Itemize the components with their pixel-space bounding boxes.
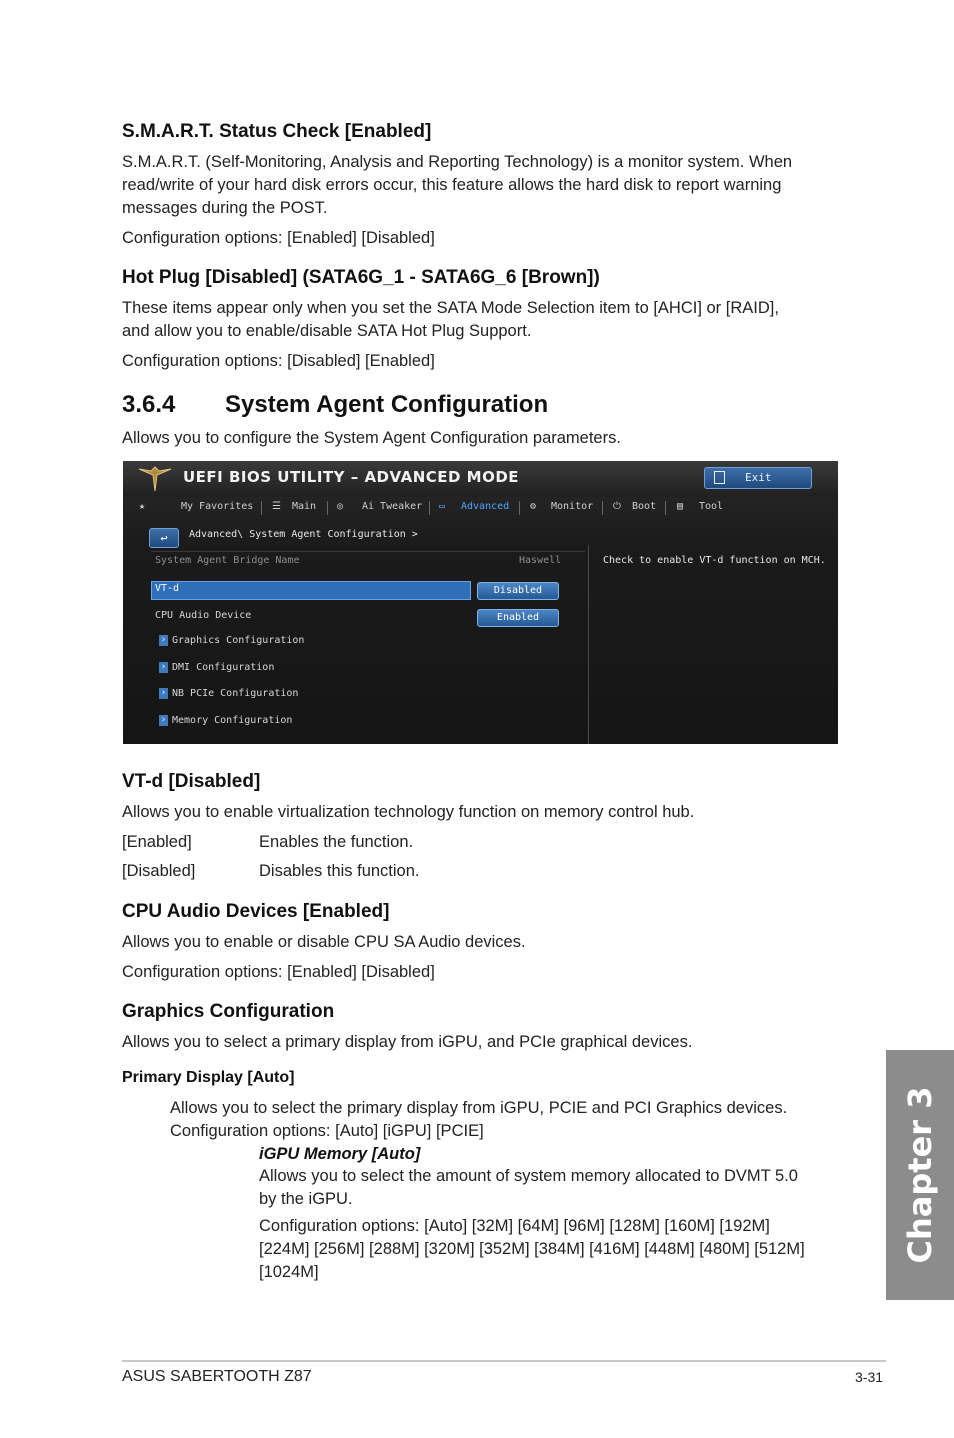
vtd-row-highlight[interactable] [151, 581, 471, 600]
submenu-graphics-configuration[interactable]: Graphics Configuration [172, 635, 305, 646]
vtd-option-disabled-desc: Disables this function. [259, 862, 420, 880]
chapter-tab [886, 1050, 954, 1300]
vtd-body: Allows you to enable virtualization technology function on memory control hub. [122, 803, 695, 821]
primary-display-body-line-2: Configuration options: [Auto] [iGPU] [PCIE] [170, 1122, 484, 1140]
bios-title: UEFI BIOS UTILITY – ADVANCED MODE [183, 468, 520, 486]
smart-options: Configuration options: [Enabled] [Disabled] [122, 229, 435, 247]
cpu-audio-heading: CPU Audio Devices [Enabled] [122, 901, 390, 922]
vtd-heading: VT-d [Disabled] [122, 771, 261, 792]
nav-tweaker-icon: ◎ [337, 501, 344, 512]
primary-display-heading: Primary Display [Auto] [122, 1069, 295, 1086]
tuf-logo-icon [137, 465, 173, 493]
vtd-option-enabled-key: [Enabled] [122, 833, 192, 851]
exit-button[interactable] [704, 467, 812, 489]
back-button[interactable]: ↩ [149, 528, 179, 548]
nav-monitor-icon: ⚙ [530, 501, 537, 512]
bridge-name-value: Haswell [519, 555, 562, 566]
exit-label: Exit [745, 471, 772, 484]
nav-tool-icon: ▤ [677, 501, 684, 512]
section-number: 3.6.4 [122, 391, 176, 418]
bridge-name-label: System Agent Bridge Name [155, 555, 300, 566]
bios-breadcrumb: Advanced\ System Agent Configuration > [189, 529, 418, 540]
nav-tab-advanced[interactable]: Advanced [461, 501, 510, 512]
exit-icon [714, 471, 725, 484]
graphics-heading: Graphics Configuration [122, 1001, 335, 1022]
nav-tab-tool[interactable]: Tool [699, 501, 724, 512]
igpu-memory-body-line-1: Allows you to select the amount of system memory allocated to DVMT 5.0 [259, 1167, 798, 1185]
cpu-audio-body: Allows you to enable or disable CPU SA Audio devices. [122, 933, 526, 951]
nav-separator [261, 501, 262, 515]
nav-advanced-icon: ▭ [439, 501, 446, 512]
chapter-tab-label: Chapter 3 [901, 1086, 939, 1264]
footer-divider [122, 1360, 886, 1362]
primary-display-body-line-1: Allows you to select the primary display from iGPU, PCIE and PCI Graphics devices. [170, 1099, 788, 1117]
smart-body-line-3: messages during the POST. [122, 199, 328, 217]
section-intro: Allows you to configure the System Agent Configuration parameters. [122, 429, 621, 447]
nav-favorites-icon: ★ [139, 501, 146, 512]
chevron-right-icon: › [160, 662, 167, 672]
igpu-memory-body-line-2: by the iGPU. [259, 1190, 353, 1208]
hotplug-body-line-2: and allow you to enable/disable SATA Hot Plug Support. [122, 322, 532, 340]
igpu-memory-options-line-1: Configuration options: [Auto] [32M] [64M] [96M] [128M] [160M] [192M] [259, 1217, 770, 1235]
submenu-memory-configuration[interactable]: Memory Configuration [172, 715, 293, 726]
graphics-body: Allows you to select a primary display from iGPU, and PCIe graphical devices. [122, 1033, 693, 1051]
nav-tab-ai-tweaker[interactable]: Ai Tweaker [362, 501, 423, 512]
hotplug-options: Configuration options: [Disabled] [Enabled] [122, 352, 435, 370]
vtd-option-enabled-desc: Enables the function. [259, 833, 414, 851]
vtd-option-disabled-key: [Disabled] [122, 862, 196, 880]
chevron-right-icon: › [160, 635, 167, 645]
smart-body-line-1: S.M.A.R.T. (Self-Monitoring, Analysis and Reporting Technology) is a monitor system. When [122, 153, 793, 171]
section-title: System Agent Configuration [225, 391, 549, 418]
igpu-memory-options-line-3: [1024M] [259, 1263, 319, 1281]
row-divider [151, 551, 585, 552]
chevron-right-icon: › [160, 715, 167, 725]
chevron-right-icon: › [160, 688, 167, 698]
nav-main-icon: ☰ [272, 501, 281, 512]
igpu-memory-options-line-2: [224M] [256M] [288M] [320M] [352M] [384M] [416M] [448M] [480M] [512M] [259, 1240, 805, 1258]
footer-page-number: 3-31 [855, 1369, 884, 1385]
vtd-value-button[interactable]: Disabled [477, 582, 559, 600]
nav-separator [519, 501, 520, 515]
submenu-dmi-configuration[interactable]: DMI Configuration [172, 662, 275, 673]
nav-separator [665, 501, 666, 515]
cpu-audio-options: Configuration options: [Enabled] [Disabled] [122, 963, 435, 981]
nav-separator [602, 501, 603, 515]
nav-tab-main[interactable]: Main [292, 501, 317, 512]
nav-separator [429, 501, 430, 515]
nav-separator [327, 501, 328, 515]
igpu-memory-heading: iGPU Memory [Auto] [259, 1145, 421, 1163]
cpu-audio-label: CPU Audio Device [155, 610, 252, 621]
nav-tab-boot[interactable]: Boot [632, 501, 657, 512]
nav-boot-icon: ⏻ [613, 501, 621, 512]
cpu-audio-value-button[interactable]: Enabled [477, 609, 559, 627]
hotplug-heading: Hot Plug [Disabled] (SATA6G_1 - SATA6G_6 [Brown]) [122, 267, 600, 288]
help-divider [588, 545, 589, 744]
footer-product-name: ASUS SABERTOOTH Z87 [122, 1368, 312, 1385]
submenu-nb-pcie-configuration[interactable]: NB PCIe Configuration [172, 688, 299, 699]
vtd-label: VT-d [155, 583, 180, 594]
hotplug-body-line-1: These items appear only when you set the SATA Mode Selection item to [AHCI] or [RAID], [122, 299, 779, 317]
nav-tab-my-favorites[interactable]: My Favorites [181, 501, 254, 512]
smart-body-line-2: read/write of your hard disk errors occur, this feature allows the hard disk to report warning [122, 176, 782, 194]
bios-screenshot [123, 461, 838, 744]
nav-tab-monitor[interactable]: Monitor [551, 501, 594, 512]
smart-heading: S.M.A.R.T. Status Check [Enabled] [122, 121, 432, 142]
help-text: Check to enable VT-d function on MCH. [603, 555, 826, 566]
